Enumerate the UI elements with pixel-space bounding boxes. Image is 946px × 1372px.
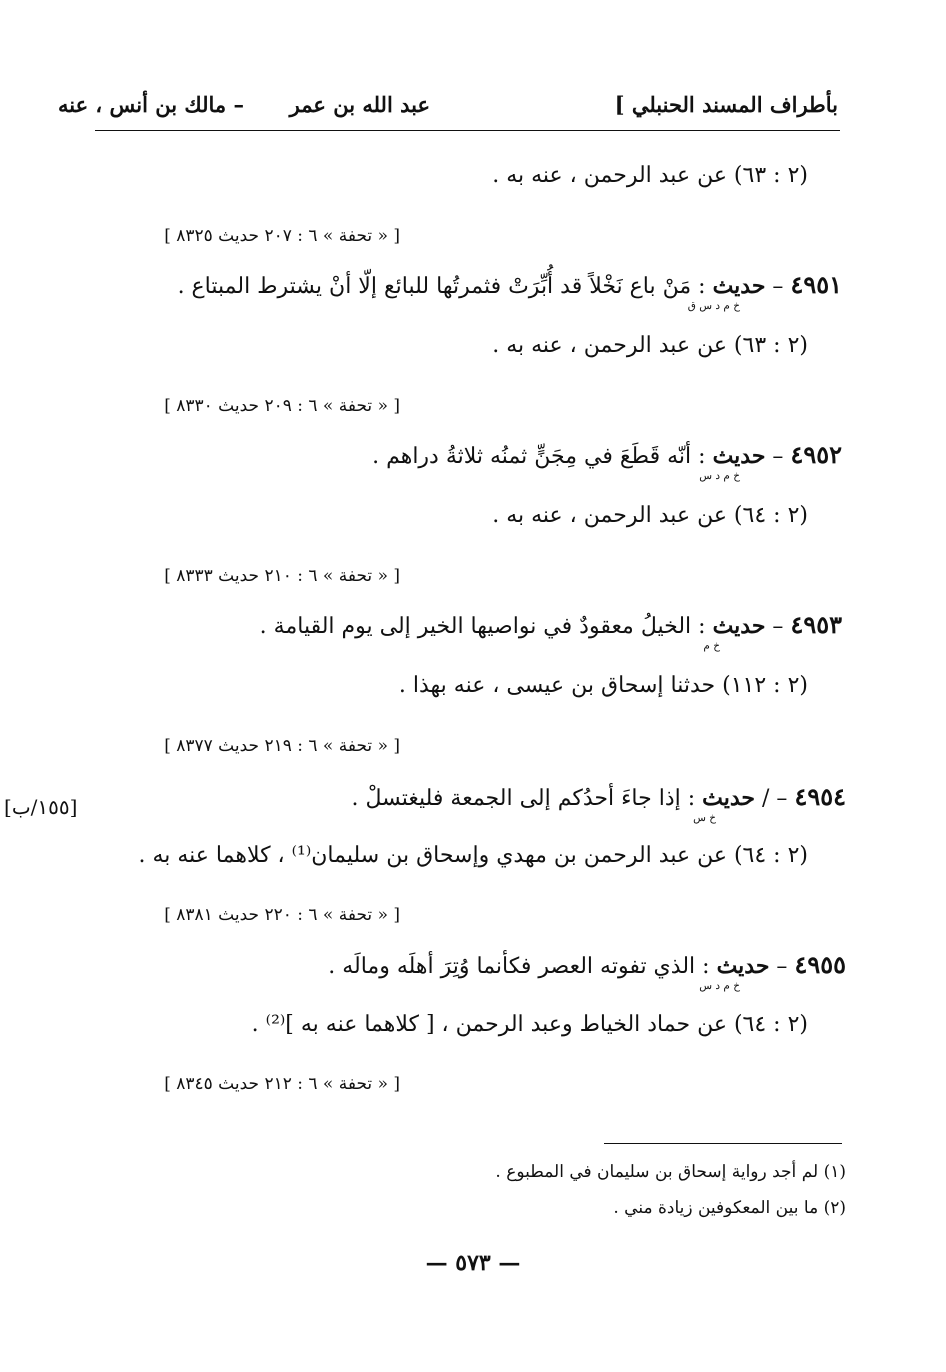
hadith-text: : إذا جاءَ أحدُكم إلى الجمعة فليغتسلْ . [351,786,696,811]
sigla: خ س [693,812,716,824]
isnad-chain: (٢ : ٦٣) عن عبد الرحمن ، عنه به . [492,333,808,358]
hadith-prefix: – / [762,786,788,811]
hadith-text: : الذي تفوته العصر فكأنما وُتِرَ أهلَه ومالَه . [328,954,710,979]
isnad-chain: (٢ : ٦٤) عن حماد الخياط وعبد الرحمن ، [ كلاهما عنه به ]⁽²⁾ . [251,1012,808,1037]
running-header-right: بأطراف المسند الحنبلي ] [614,92,838,117]
hadith-number: ٤٩٥٣ [790,610,842,639]
hadith-label: حديث [712,613,766,639]
hadith-text: : أنّه قَطَعَ في مِجَنٍّ ثمنُه ثلاثةُ دراهم . [372,444,706,469]
preamble-chain: (٢ : ٦٣) عن عبد الرحمن ، عنه به . [492,163,808,188]
sigla: خ م د س ق [687,300,740,312]
hadith-number: ٤٩٥٢ [790,440,842,469]
hadith-entry-4951: ٤٩٥١ – حديث : مَنْ باع نَخْلاً قد أُبِّرَتْ فثمرتُها للبائع إلّا أنْ يشترط المبتاع . [177,270,842,299]
isnad-chain: (٢ : ٦٤) عن عبد الرحمن ، عنه به . [492,503,808,528]
header-rule [95,130,840,131]
hadith-label: حديث [712,273,766,299]
isnad-chain: (٢ : ٦٤) عن عبد الرحمن بن مهدي وإسحاق بن سليمان⁽¹⁾ ، كلاهما عنه به . [138,843,808,868]
page-number: — ٥٧٣ — [425,1250,521,1276]
preamble-ref: [ « تحفة » ٦ : ٢٠٧ حديث ٨٣٢٥ ] [164,226,400,246]
hadith-number: ٤٩٥٥ [794,950,846,979]
footnote-rule [604,1143,842,1144]
hadith-label: حديث [702,785,756,811]
hadith-entry-4954 [351,782,846,811]
hadith-text: : الخيلُ معقودٌ في نواصيها الخير إلى يوم القيامة . [259,614,706,639]
hadith-text: : مَنْ باع نَخْلاً قد أُبِّرَتْ فثمرتُها للبائع إلّا أنْ يشترط المبتاع . [177,274,706,299]
hadith-entry-4955: ٤٩٥٥ – حديث : الذي تفوته العصر فكأنما وُتِرَ أهلَه ومالَه . [328,950,846,979]
tuhfa-ref: [ « تحفة » ٦ : ٢٢٠ حديث ٨٣٨١ ] [164,905,400,925]
sigla: خ م د س [699,470,740,482]
running-header-left: – مالك بن أنس ، عنه [58,92,244,117]
hadith-number: ٤٩٥١ [790,270,842,299]
manuscript-folio-marker: [١٥٥/ب] [4,795,78,819]
hadith-entry-4953: ٤٩٥٣ – حديث : الخيلُ معقودٌ في نواصيها الخير إلى يوم القيامة . [259,610,842,639]
hadith-number: ٤٩٥٤ [794,782,846,811]
running-header-center: عبد الله بن عمر [289,92,430,117]
tuhfa-ref: [ « تحفة » ٦ : ٢٠٩ حديث ٨٣٣٠ ] [164,396,400,416]
tuhfa-ref: [ « تحفة » ٦ : ٢١٢ حديث ٨٣٤٥ ] [164,1074,400,1094]
sigla: خ م د س [699,980,740,992]
hadith-label: حديث [716,953,770,979]
hadith-entry-4952: ٤٩٥٢ – حديث : أنّه قَطَعَ في مِجَنٍّ ثمنُه ثلاثةُ دراهم . [372,440,842,469]
hadith-label: حديث [712,443,766,469]
footnote-2: (٢) ما بين المعكوفين زيادة مني . [613,1198,846,1218]
tuhfa-ref: [ « تحفة » ٦ : ٢١٠ حديث ٨٣٣٣ ] [164,566,400,586]
isnad-chain: (٢ : ١١٢) حدثنا إسحاق بن عيسى ، عنه بهذا . [398,673,808,698]
footnote-1: (١) لم أجد رواية إسحاق بن سليمان في المطبوع . [495,1162,846,1182]
sigla: خ م [703,640,720,652]
tuhfa-ref: [ « تحفة » ٦ : ٢١٩ حديث ٨٣٧٧ ] [164,736,400,756]
